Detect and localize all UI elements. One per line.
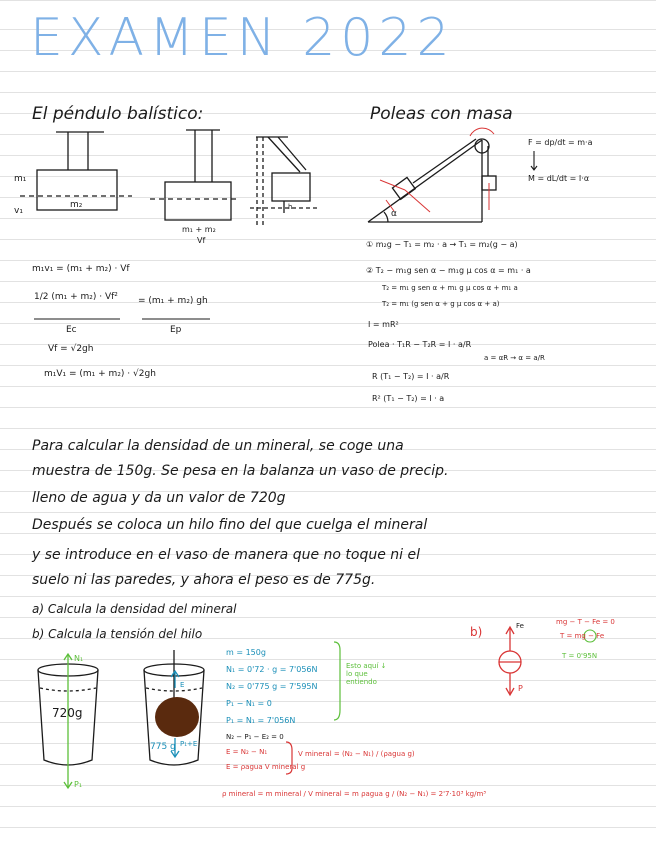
eq-energy-right: = (m₁ + m₂) gh [138,296,208,306]
solution-p1: P₁ = N₁ = 7'056N [226,716,296,725]
pulley-eq-1: ① m₂g − T₁ = m₂ · a → T₁ = m₂(g − a) [366,240,518,249]
part-b-label: b) [470,625,483,639]
pulley-eq-2: ② T₂ − m₁g sen α − m₁g μ cos α = m₁ · a [366,266,531,275]
solution-n1: N₁ = 0'72 · g = 7'056N [226,665,318,674]
pulley-eq-8: R² (T₁ − T₂) = I · a [372,394,445,403]
pulley-eq-5: I = mR² [368,320,399,329]
eq-vf: Vf = √2gh [48,344,94,354]
pulley-eq-6: Polea · T₁R − T₂R = I · a/R [368,340,472,349]
label-masses-sum: m₁ + m₂ [182,225,216,234]
beaker2-buoyancy: E [180,681,185,689]
part-b-eq-2: T = mg − Fe [560,632,605,640]
label-vf: Vf [197,236,206,245]
part-b-result: T = 0'95N [562,652,598,660]
label-alpha: α [391,209,397,219]
label-m2-block: m₂ [70,200,83,210]
solution-n2: N₂ = 0'775 g = 7'595N [226,682,318,691]
problem-line-2: muestra de 150g. Se pesa en la balanza un vaso de precip. [32,463,449,479]
page-title: EXAMEN 2022 [30,8,455,68]
solution-forces: N₂ − P₁ − E₂ = 0 [226,733,284,741]
part-b-eq-1: mg − T − Fe = 0 [556,618,615,626]
rotation-law: M = dL/dt = I·α [528,174,590,183]
label-ep: Ep [170,325,182,335]
problem-line-4: Después se coloca un hilo fino del que cuelga el mineral [32,517,428,533]
beaker1-weight: P₁ [74,780,83,789]
beaker1-force: N₁ [74,654,84,663]
solution-buoyancy-1: E = N₂ − N₁ [226,748,268,756]
solution-volume: V mineral = (N₂ − N₁) / (ρagua g) [298,750,415,758]
beaker1-value: 720g [52,706,83,720]
question-b: b) Calcula la tensión del hilo [32,627,203,641]
solution-mass: m = 150g [226,648,266,657]
mineral-rock [155,697,199,737]
eq-final: m₁V₁ = (m₁ + m₂) · √2gh [44,369,156,379]
solution-balance: P₁ − N₁ = 0 [226,699,272,708]
poleas-heading: Poleas con masa [370,104,513,124]
problem-line-5: y se introduce en el vaso de manera que no toque ni el [32,547,420,563]
beaker2-value: 775 g [150,742,176,752]
pulley-eq-7: R (T₁ − T₂) = I · a/R [372,372,450,381]
pulley-eq-3: T₂ = m₁ g sen α + m₁ g μ cos α + m₁ a [382,284,518,292]
newton-law: F = dp/dt = m·a [528,138,593,147]
pulley-eq-6b: a = αR → α = a/R [484,354,545,362]
label-h: h [288,203,293,211]
problem-line-6: suelo ni las paredes, y ahora el peso es de 775g. [32,572,376,588]
eq-energy-left: 1/2 (m₁ + m₂) · Vf² [34,292,118,302]
beaker2-sum: P₁+E [180,740,198,748]
force-down-label: P [518,684,523,693]
label-ec: Ec [66,325,77,335]
problem-line-3: lleno de agua y da un valor de 720g [32,490,286,506]
solution-buoyancy-2: E = ρagua V mineral g [226,763,306,771]
pendulo-heading: El péndulo balístico: [32,104,204,124]
label-m1: m₁ [14,174,27,184]
question-a: a) Calcula la densidad del mineral [32,602,237,616]
problem-line-1: Para calcular la densidad de un mineral, se coge una [32,438,404,454]
solution-density: ρ mineral = m mineral / V mineral = m ρagua g / (N₂ − N₁) = 2'7·10³ kg/m³ [222,790,487,798]
force-up-label: Fe [516,622,524,630]
label-v1: v₁ [14,206,23,216]
pulley-eq-4: T₂ = m₁ (g sen α + g μ cos α + a) [382,300,500,308]
eq-momentum: m₁v₁ = (m₁ + m₂) · Vf [32,264,130,274]
bracket-note: Esto aquí ↓ lo que entiendo [346,662,387,686]
